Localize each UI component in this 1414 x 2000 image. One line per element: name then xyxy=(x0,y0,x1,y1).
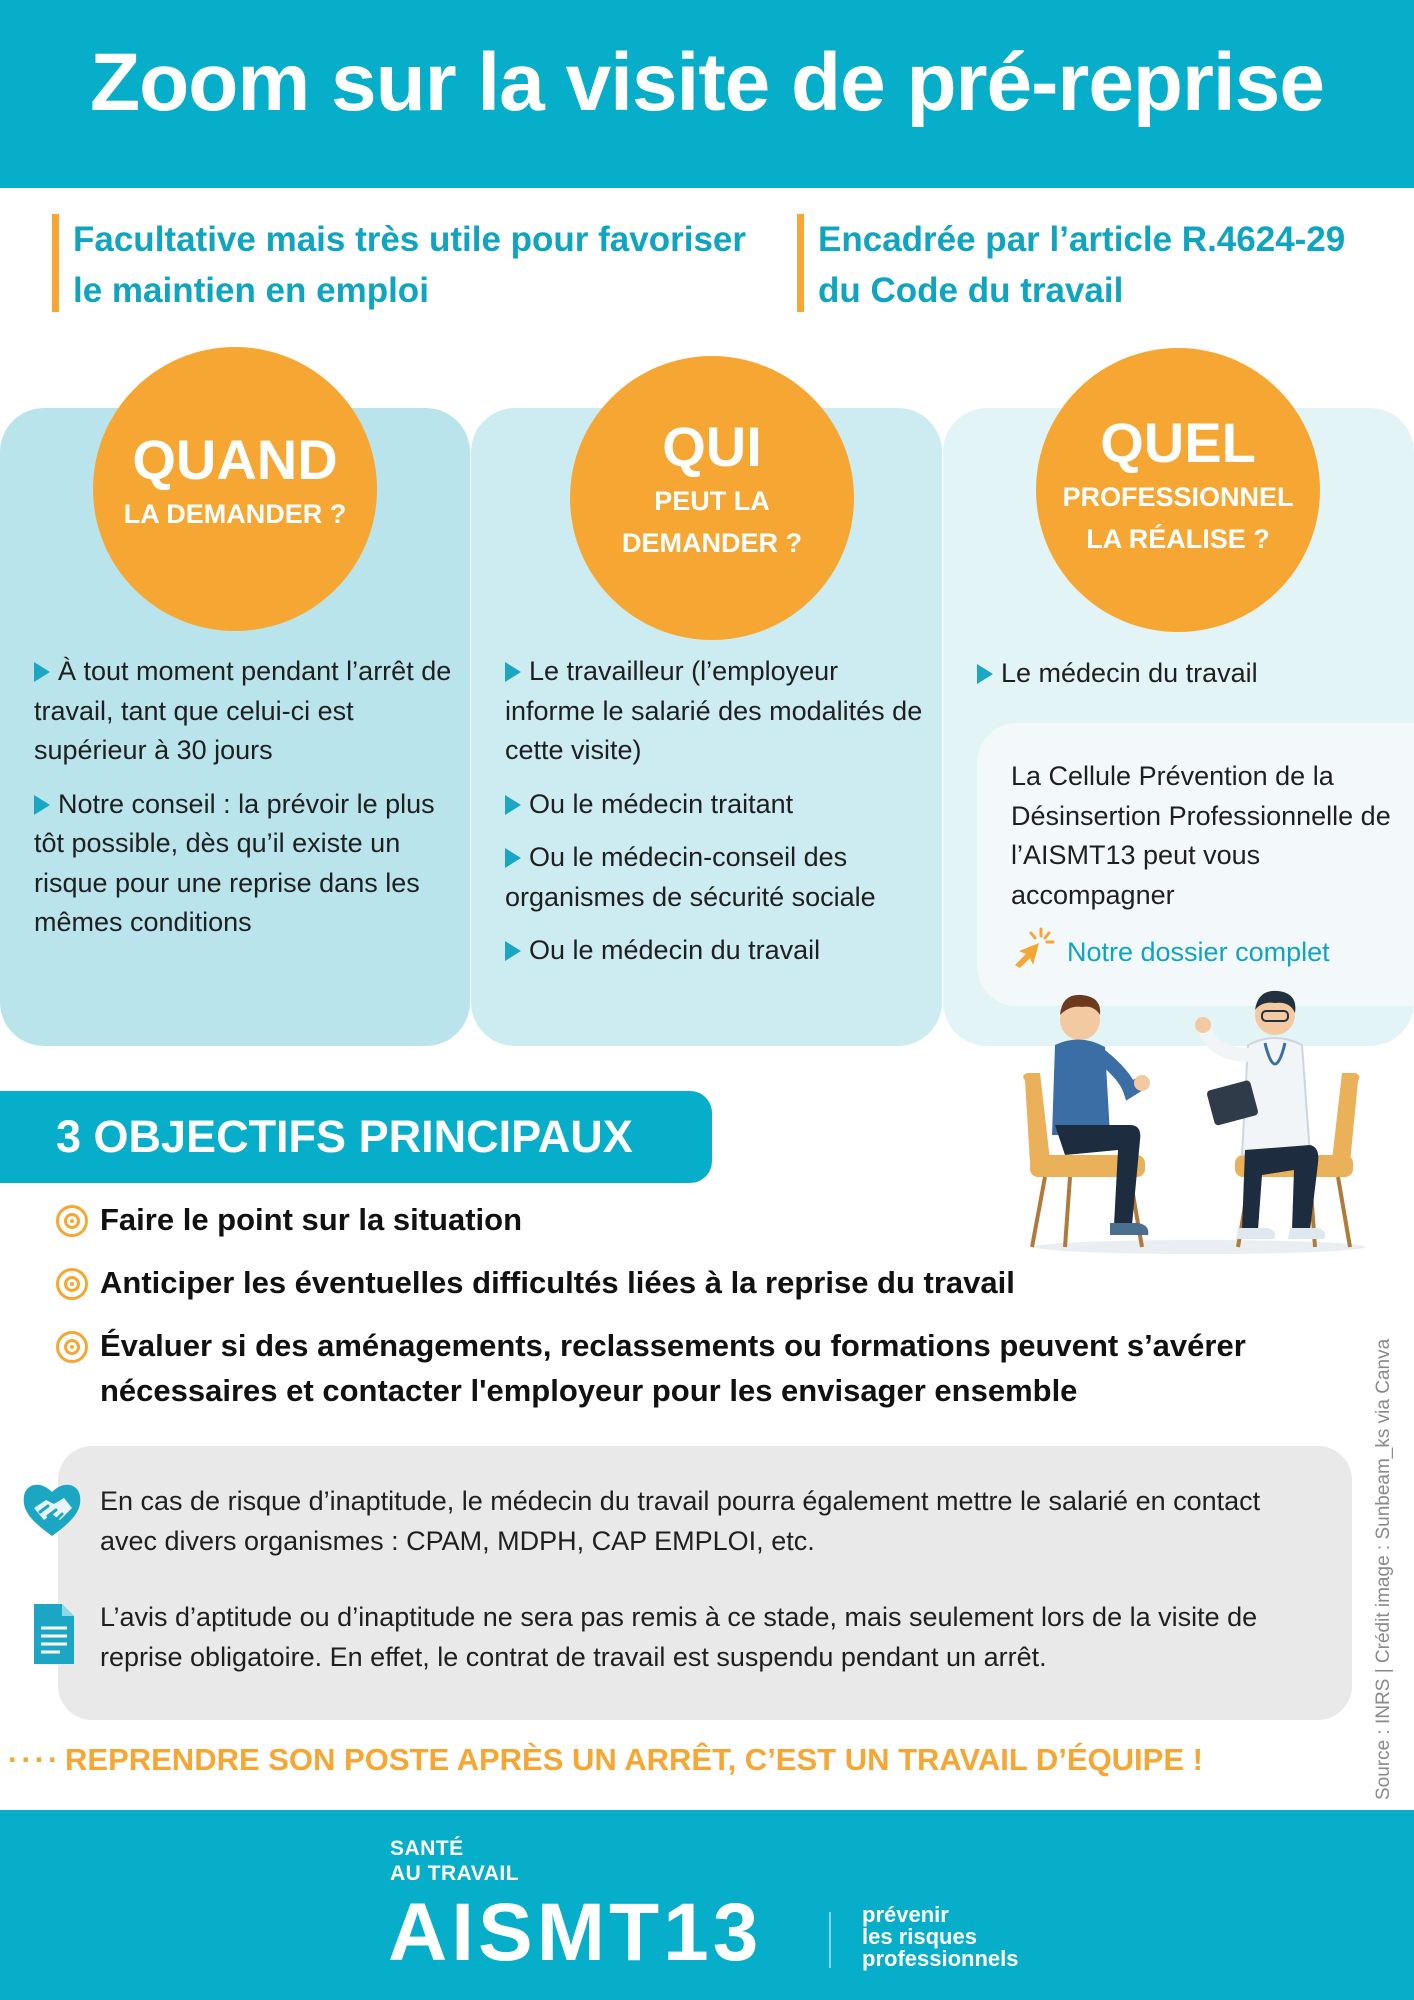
aismt13-logo: AISMT13 xyxy=(388,1887,763,1978)
target-icon xyxy=(56,1205,88,1237)
target-icon xyxy=(56,1331,88,1363)
circle-subheading: DEMANDER ? xyxy=(622,528,802,558)
footer-tagline: prévenir les risques professionnels xyxy=(862,1902,1019,1971)
circle-heading: QUAND xyxy=(132,428,338,491)
list-item: Notre conseil : la prévoir le plus tôt possible, dès qu’il existe un risque pour une reprise dans les mêmes conditions xyxy=(34,788,435,937)
document-icon xyxy=(32,1602,76,1666)
objective-item: Évaluer si des aménagements, reclassements ou formations peuvent s’avérer nécessaires et contacter l'employeur pour les envisager ensemble xyxy=(100,1328,1246,1408)
circle-quel xyxy=(1036,348,1320,632)
circle-subheading: PROFESSIONNEL xyxy=(1062,482,1294,512)
list-item: Le travailleur (l’employeur informe le salarié des modalités de cette visite) xyxy=(505,656,923,765)
consultation-illustration xyxy=(1010,985,1370,1255)
objective-item: Faire le point sur la situation xyxy=(100,1202,523,1237)
intro-right: Encadrée par l’article R.4624-29 du Code du travail xyxy=(797,214,1397,312)
handshake-icon xyxy=(20,1478,84,1540)
circle-qui xyxy=(570,356,854,640)
objective-item: Anticiper les éventuelles difficultés liées à la reprise du travail xyxy=(100,1265,1015,1300)
dossier-link[interactable]: Notre dossier complet xyxy=(1011,927,1330,969)
slogan xyxy=(0,1737,1414,1783)
qui-list xyxy=(505,652,925,985)
bullet-triangle-icon xyxy=(505,795,521,815)
footer-subtitle: SANTÉ AU TRAVAIL xyxy=(390,1837,520,1885)
target-icon xyxy=(56,1268,88,1300)
list-item: À tout moment pendant l’arrêt de travail, tant que celui-ci est supérieur à 30 jours xyxy=(34,656,452,765)
page-title xyxy=(0,36,1414,130)
quel-list xyxy=(977,654,1397,708)
quand-list xyxy=(34,652,454,957)
objectives-banner: 3 OBJECTIFS PRINCIPAUX xyxy=(0,1091,712,1183)
source-credit: Source : INRS | Crédit image : Sunbeam_ks via Canva xyxy=(1373,1338,1394,1800)
circle-heading: QUI xyxy=(662,415,762,478)
bullet-triangle-icon xyxy=(977,664,993,684)
bullet-triangle-icon xyxy=(505,848,521,868)
circle-subheading: LA DEMANDER ? xyxy=(123,499,347,529)
circle-subheading: LA RÉALISE ? xyxy=(1086,524,1270,554)
circle-subheading: PEUT LA xyxy=(654,486,770,516)
title-highlight: visite de pré-reprise xyxy=(565,37,1324,128)
list-item: Le médecin du travail xyxy=(977,654,1397,694)
bullet-triangle-icon xyxy=(34,795,50,815)
title-prefix: Zoom sur la xyxy=(90,37,566,128)
cellule-info-box xyxy=(977,723,1414,1006)
bullet-triangle-icon xyxy=(505,662,521,682)
list-item: Ou le médecin traitant xyxy=(505,785,925,825)
list-item: Ou le médecin du travail xyxy=(505,931,925,971)
circle-heading: QUEL xyxy=(1100,411,1256,474)
slogan-dots: ···· xyxy=(8,1742,62,1777)
bullet-triangle-icon xyxy=(34,662,50,682)
cellule-text: La Cellule Prévention de la Désinsertion Professionnelle de l’AISMT13 peut vous accompagner xyxy=(1011,761,1391,910)
info-paragraph-avis: L’avis d’aptitude ou d’inaptitude ne sera pas remis à ce stade, mais seulement lors de la visite de reprise obligatoire. En effet, le contrat de travail est suspendu pendant un arrêt. xyxy=(100,1602,1258,1672)
circle-quand xyxy=(93,347,377,631)
slogan-text: REPRENDRE SON POSTE APRÈS UN ARRÊT, C’EST UN TRAVAIL D’ÉQUIPE ! xyxy=(65,1742,1203,1777)
list-item: Ou le médecin-conseil des organismes de sécurité sociale xyxy=(505,842,876,912)
info-paragraph-inaptitude: En cas de risque d’inaptitude, le médecin du travail pourra également mettre le salarié en contact avec divers organismes : CPAM, MDPH, CAP EMPLOI, etc. xyxy=(100,1486,1261,1556)
intro-left: Facultative mais très utile pour favoriser le maintien en emploi xyxy=(52,214,752,312)
bullet-triangle-icon xyxy=(505,941,521,961)
footer-divider xyxy=(829,1912,831,1968)
click-cursor-icon xyxy=(1011,927,1057,969)
